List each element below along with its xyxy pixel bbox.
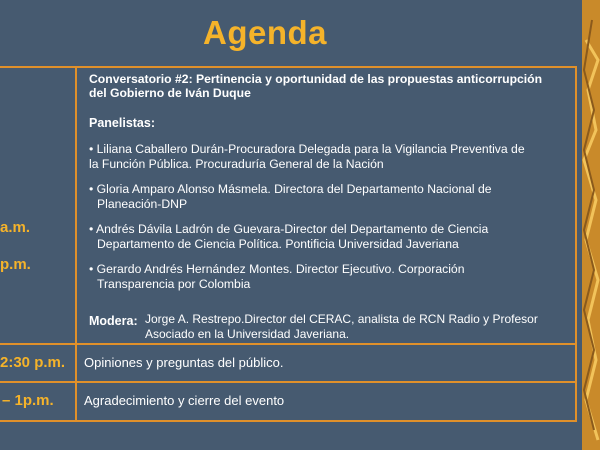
column-divider — [75, 66, 77, 422]
opinions-row-text: Opiniones y preguntas del público. — [84, 355, 284, 370]
panelist-item — [89, 182, 567, 212]
panelist-line2: Departamento de Ciencia Política. Pontificia Universidad Javeriana — [97, 237, 459, 251]
table-border-bottom — [0, 420, 577, 422]
panelist-line2: Transparencia por Colombia — [97, 277, 251, 291]
panelist-line1: • Gerardo Andrés Hernández Montes. Director Ejecutivo. Corporación — [89, 262, 465, 276]
panelist-line1: • Gloria Amparo Alonso Másmela. Directora del Departamento Nacional de — [89, 182, 492, 196]
moderator-text — [145, 312, 565, 342]
conversatorio-title — [89, 72, 559, 100]
panelist-line1: • Liliana Caballero Durán-Procuradora Delegada para la Vigilancia Preventiva de — [89, 142, 525, 156]
moderator-line1: Jorge A. Restrepo.Director del CERAC, analista de RCN Radio y Profesor — [145, 312, 538, 326]
row-divider — [0, 381, 577, 383]
moderator-label: Modera: — [89, 314, 138, 328]
conversatorio-title-line2: del Gobierno de Iván Duque — [89, 86, 251, 100]
decorative-texture — [576, 0, 600, 450]
time-label: 2:30 p.m. — [0, 354, 66, 371]
closing-row-text: Agradecimiento y cierre del evento — [84, 393, 285, 408]
table-border-top — [0, 66, 577, 68]
conversatorio-title-line1: Conversatorio #2: Pertinencia y oportunidad de las propuestas anticorrupción — [89, 72, 543, 86]
time-label: a.m. — [0, 219, 31, 236]
time-label: – 1p.m. — [2, 392, 54, 409]
panelist-item — [89, 222, 567, 252]
panelists-heading: Panelistas: — [89, 116, 156, 130]
moderator-line2: Asociado en la Universidad Javeriana. — [145, 327, 350, 341]
table-border-right — [575, 66, 577, 422]
page-title: Agenda — [202, 14, 327, 51]
panelist-line2: la Función Pública. Procuraduría General de la Nación — [89, 157, 384, 171]
row-divider — [0, 343, 577, 345]
panelist-line2: Planeación-DNP — [97, 197, 188, 211]
panelist-item — [89, 262, 567, 292]
panelist-item — [89, 142, 567, 172]
time-label: p.m. — [0, 256, 31, 273]
panelist-line1: • Andrés Dávila Ladrón de Guevara-Director del Departamento de Ciencia — [89, 222, 489, 236]
